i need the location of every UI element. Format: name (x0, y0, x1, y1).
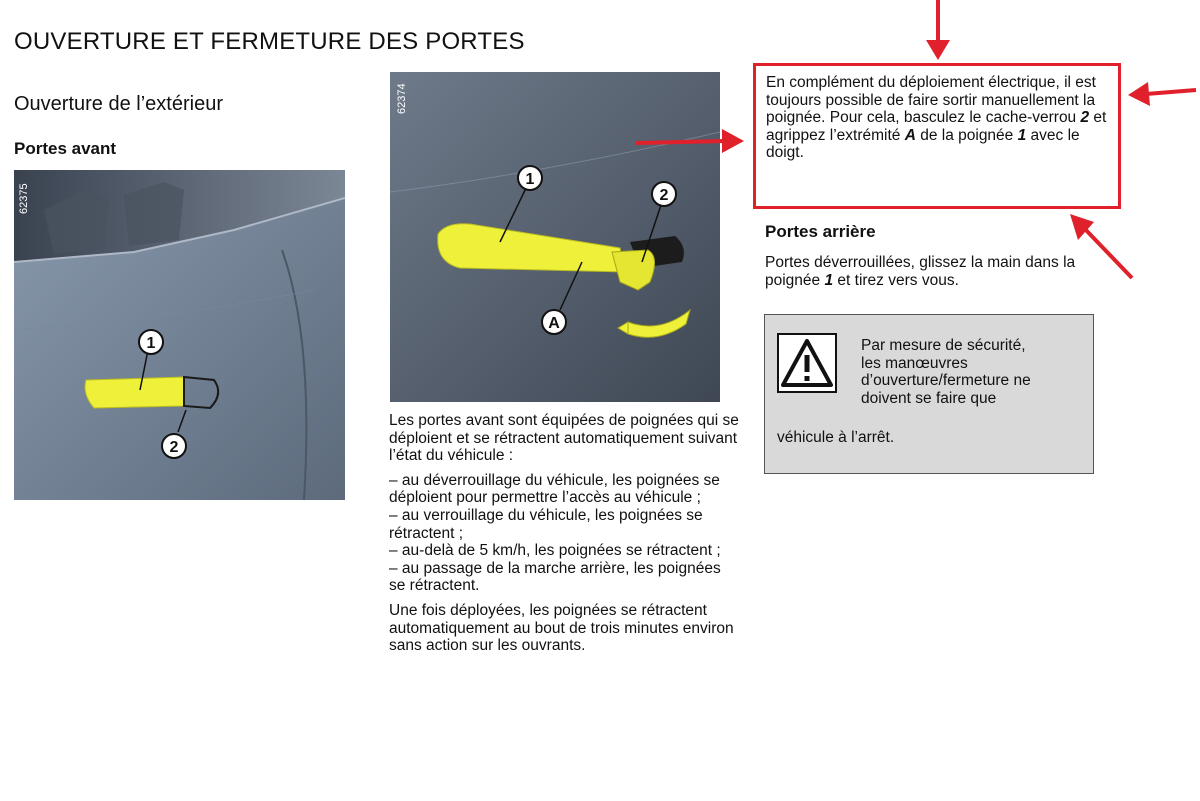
list-item: – au-delà de 5 km/h, les poignées se rétractent ; (389, 542, 721, 560)
front-figure-ref: 62375 (18, 183, 30, 214)
section-title: Ouverture de l’extérieur (14, 93, 223, 115)
warning-text: Par mesure de sécurité, les manœuvres d’ouverture/fermeture ne doivent se faire que (861, 337, 1031, 407)
warning-text-tail: véhicule à l’arrêt. (777, 429, 895, 446)
list-item: – au déverrouillage du véhicule, les poignées se déploient pour permettre l’accès au véhicule ; (389, 471, 720, 507)
list-item: – au passage de la marche arrière, les poignées se rétractent. (389, 559, 721, 595)
detail-figure-ref: 62374 (396, 83, 408, 114)
rear-doors-text: Portes déverrouillées, glissez la main dans la poignée 1 et tirez vers vous. (765, 254, 1076, 289)
detail-label-A: A (548, 315, 560, 332)
intro-paragraph: Les portes avant sont équipées de poignées qui se déploient et se rétractent automatiquement suivant l’état du véhicule : (389, 412, 739, 465)
front-label-2: 2 (169, 439, 179, 456)
ref-cover: 2 (1080, 109, 1090, 127)
arrow-left (636, 141, 726, 143)
front-doors-heading: Portes avant (14, 139, 117, 158)
detail-label-2: 2 (659, 187, 669, 204)
manual-release-highlight: En complément du déploiement électrique, il est toujours possible de faire sortir manuellement la poignée. Pour cela, basculez le cache-verrou 2 et agrippez l’extrémité A de la poignée 1 avec le doigt. (753, 63, 1121, 209)
detail-label-1: 1 (525, 171, 535, 188)
safety-warning (764, 314, 1094, 474)
page-title: OUVERTURE ET FERMETURE DES PORTES (14, 28, 525, 55)
warning-triangle-icon (777, 333, 837, 393)
ref-end: A (904, 126, 916, 144)
list-item: – au verrouillage du véhicule, les poignées se rétractent ; (389, 506, 703, 542)
front-label-1: 1 (146, 335, 156, 352)
arrow-right (1146, 90, 1196, 94)
closing-paragraph: Une fois déployées, les poignées se rétractent automatiquement au bout de trois minutes environ sans action sur les ouvrants. (389, 601, 734, 655)
ref-handle: 1 (1017, 126, 1027, 144)
rear-doors-heading: Portes arrière (765, 222, 876, 241)
